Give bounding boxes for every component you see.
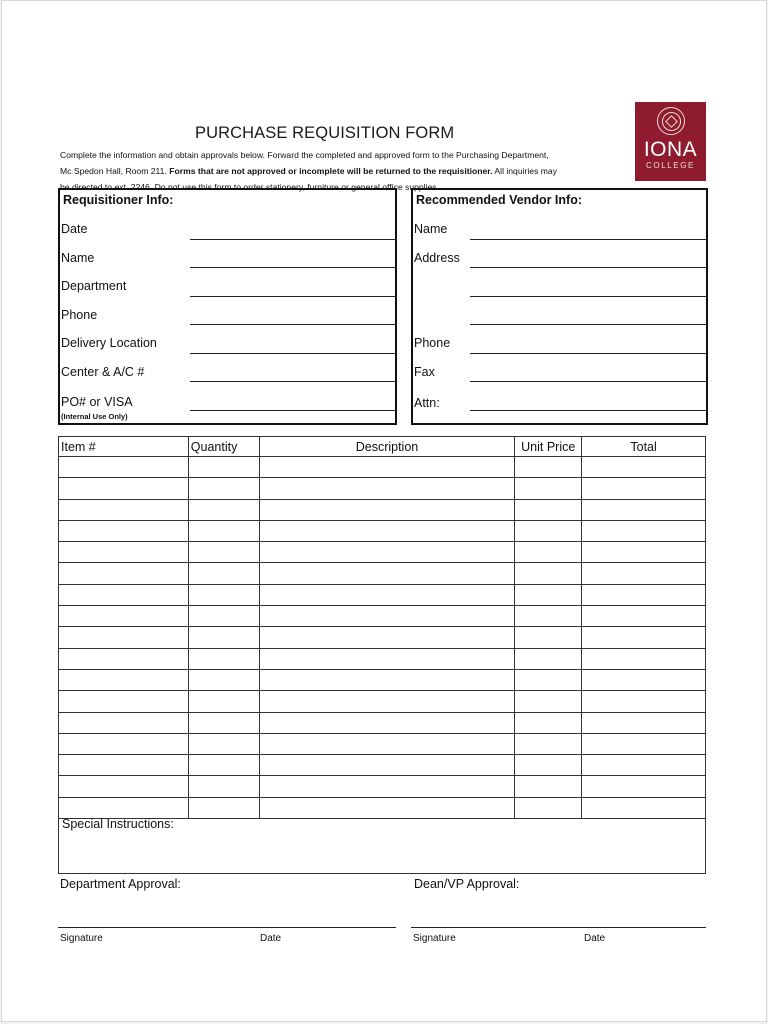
- unit-price-cell[interactable]: [515, 478, 582, 499]
- table-row: [59, 584, 706, 605]
- quantity-cell[interactable]: [188, 691, 259, 712]
- department-field[interactable]: [190, 296, 396, 297]
- vendor-name-field[interactable]: [470, 239, 706, 240]
- description-cell[interactable]: [259, 627, 515, 648]
- vendor-address-field-2[interactable]: [470, 296, 706, 297]
- description-cell[interactable]: [259, 755, 515, 776]
- description-cell[interactable]: [259, 563, 515, 584]
- instructions-line-1: Complete the information and obtain approvals below. Forward the completed and approved form to the Purchasing Department,: [60, 150, 549, 160]
- description-cell[interactable]: [259, 457, 515, 478]
- total-cell[interactable]: [582, 499, 706, 520]
- table-row: [59, 776, 706, 797]
- table-row: [59, 457, 706, 478]
- description-cell[interactable]: [259, 669, 515, 690]
- table-row: [59, 691, 706, 712]
- instructions-line-3: be directed to ext. 2246. Do not use this form to order stationery, furniture or general office supplies.: [60, 182, 439, 192]
- college-seal-icon: [657, 107, 685, 135]
- item-number-cell[interactable]: [59, 606, 189, 627]
- po-visa-label: PO# or VISA: [61, 395, 133, 409]
- description-cell[interactable]: [259, 691, 515, 712]
- item-number-cell[interactable]: [59, 563, 189, 584]
- item-number-cell[interactable]: [59, 627, 189, 648]
- quantity-cell[interactable]: [188, 627, 259, 648]
- total-cell[interactable]: [582, 776, 706, 797]
- department-approval-label: Department Approval:: [60, 877, 181, 891]
- vendor-phone-label: Phone: [414, 336, 451, 350]
- description-cell[interactable]: [259, 712, 515, 733]
- requisitioner-info-box: [58, 188, 397, 425]
- table-row: [59, 499, 706, 520]
- total-cell[interactable]: [582, 478, 706, 499]
- vendor-attn-label: Attn:: [414, 396, 440, 410]
- unit-price-cell[interactable]: [515, 669, 582, 690]
- vendor-phone-field[interactable]: [470, 353, 706, 354]
- quantity-cell[interactable]: [188, 563, 259, 584]
- instructions-address: Mc Spedon Hall, Room 211.: [60, 166, 170, 176]
- vendor-info-box: [411, 188, 708, 425]
- description-cell[interactable]: [259, 584, 515, 605]
- table-row: [59, 606, 706, 627]
- col-item-number: Item #: [59, 437, 189, 457]
- items-table-header: [59, 437, 706, 457]
- item-number-cell[interactable]: [59, 733, 189, 754]
- dean-signature-line[interactable]: [411, 927, 706, 928]
- unit-price-cell[interactable]: [515, 627, 582, 648]
- total-cell[interactable]: [582, 606, 706, 627]
- item-number-cell[interactable]: [59, 457, 189, 478]
- dean-approval-label: Dean/VP Approval:: [414, 877, 520, 891]
- internal-use-note: (Internal Use Only): [61, 412, 128, 421]
- col-quantity: Quantity: [188, 437, 259, 457]
- special-instructions-box[interactable]: [58, 812, 706, 874]
- dean-date-label: Date: [584, 933, 606, 944]
- table-row: [59, 669, 706, 690]
- college-logo: [635, 102, 706, 181]
- unit-price-cell[interactable]: [515, 712, 582, 733]
- item-number-cell[interactable]: [59, 755, 189, 776]
- item-number-cell[interactable]: [59, 542, 189, 563]
- quantity-cell[interactable]: [188, 733, 259, 754]
- total-cell[interactable]: [582, 691, 706, 712]
- total-cell[interactable]: [582, 755, 706, 776]
- form-page: [1, 0, 767, 1022]
- item-number-cell[interactable]: [59, 478, 189, 499]
- table-row: [59, 627, 706, 648]
- unit-price-cell[interactable]: [515, 563, 582, 584]
- item-number-cell[interactable]: [59, 499, 189, 520]
- col-total: Total: [582, 437, 706, 457]
- delivery-location-field[interactable]: [190, 353, 396, 354]
- vendor-address-field-3[interactable]: [470, 324, 706, 325]
- table-row: [59, 648, 706, 669]
- quantity-cell[interactable]: [188, 542, 259, 563]
- vendor-name-label: Name: [414, 222, 448, 236]
- table-row: [59, 733, 706, 754]
- unit-price-cell[interactable]: [515, 499, 582, 520]
- unit-price-cell[interactable]: [515, 776, 582, 797]
- item-number-cell[interactable]: [59, 669, 189, 690]
- vendor-address-label: Address: [414, 251, 460, 265]
- item-number-cell[interactable]: [59, 776, 189, 797]
- vendor-fax-field[interactable]: [470, 381, 706, 382]
- col-unit-price: Unit Price: [515, 437, 582, 457]
- quantity-cell[interactable]: [188, 606, 259, 627]
- unit-price-cell[interactable]: [515, 542, 582, 563]
- name-label: Name: [61, 251, 95, 265]
- total-cell[interactable]: [582, 669, 706, 690]
- department-date-label: Date: [260, 933, 282, 944]
- description-cell[interactable]: [259, 542, 515, 563]
- description-cell[interactable]: [259, 733, 515, 754]
- item-number-cell[interactable]: [59, 584, 189, 605]
- special-instructions-label: Special Instructions:: [62, 817, 174, 831]
- table-row: [59, 712, 706, 733]
- item-number-cell[interactable]: [59, 691, 189, 712]
- unit-price-cell[interactable]: [515, 584, 582, 605]
- description-cell[interactable]: [259, 776, 515, 797]
- instructions-warning: Forms that are not approved or incomplete will be returned to the requisitioner.: [169, 166, 493, 176]
- vendor-fax-label: Fax: [414, 365, 435, 379]
- quantity-cell[interactable]: [188, 584, 259, 605]
- delivery-location-label: Delivery Location: [61, 336, 157, 350]
- table-row: [59, 478, 706, 499]
- instructions-inquiries: All inquiries may: [492, 166, 557, 176]
- unit-price-cell[interactable]: [515, 457, 582, 478]
- total-cell[interactable]: [582, 733, 706, 754]
- total-cell[interactable]: [582, 457, 706, 478]
- table-row: [59, 563, 706, 584]
- logo-name: IONA: [643, 138, 698, 161]
- col-description: Description: [259, 437, 515, 457]
- unit-price-cell[interactable]: [515, 733, 582, 754]
- item-number-cell[interactable]: [59, 520, 189, 541]
- items-table: [58, 436, 706, 819]
- quantity-cell[interactable]: [188, 669, 259, 690]
- table-row: [59, 520, 706, 541]
- form-title: PURCHASE REQUISITION FORM: [195, 124, 455, 142]
- logo-subtitle: COLLEGE: [646, 161, 695, 170]
- date-field[interactable]: [190, 239, 396, 240]
- items-table-body: [59, 457, 706, 819]
- total-cell[interactable]: [582, 648, 706, 669]
- phone-label: Phone: [61, 308, 98, 322]
- instructions-line-2: [60, 163, 635, 179]
- department-label: Department: [61, 279, 127, 293]
- unit-price-cell[interactable]: [515, 606, 582, 627]
- total-cell[interactable]: [582, 584, 706, 605]
- item-number-cell[interactable]: [59, 712, 189, 733]
- description-cell[interactable]: [259, 648, 515, 669]
- vendor-attn-field[interactable]: [470, 410, 706, 411]
- quantity-cell[interactable]: [188, 712, 259, 733]
- item-number-cell[interactable]: [59, 648, 189, 669]
- vendor-heading: Recommended Vendor Info:: [416, 193, 582, 207]
- description-cell[interactable]: [259, 520, 515, 541]
- center-account-field[interactable]: [190, 381, 396, 382]
- total-cell[interactable]: [582, 520, 706, 541]
- quantity-cell[interactable]: [188, 520, 259, 541]
- total-cell[interactable]: [582, 542, 706, 563]
- department-signature-label: Signature: [60, 933, 103, 944]
- department-signature-line[interactable]: [58, 927, 396, 928]
- total-cell[interactable]: [582, 563, 706, 584]
- total-cell[interactable]: [582, 712, 706, 733]
- center-account-label: Center & A/C #: [61, 365, 145, 379]
- quantity-cell[interactable]: [188, 478, 259, 499]
- description-cell[interactable]: [259, 499, 515, 520]
- unit-price-cell[interactable]: [515, 520, 582, 541]
- table-row: [59, 542, 706, 563]
- quantity-cell[interactable]: [188, 648, 259, 669]
- dean-signature-label: Signature: [413, 933, 456, 944]
- unit-price-cell[interactable]: [515, 755, 582, 776]
- description-cell[interactable]: [259, 606, 515, 627]
- requisitioner-heading: Requisitioner Info:: [63, 193, 174, 207]
- name-field[interactable]: [190, 267, 396, 268]
- description-cell[interactable]: [259, 478, 515, 499]
- unit-price-cell[interactable]: [515, 648, 582, 669]
- phone-field[interactable]: [190, 324, 396, 325]
- quantity-cell[interactable]: [188, 776, 259, 797]
- date-label: Date: [61, 222, 88, 236]
- quantity-cell[interactable]: [188, 755, 259, 776]
- table-row: [59, 755, 706, 776]
- unit-price-cell[interactable]: [515, 691, 582, 712]
- po-visa-field[interactable]: [190, 410, 396, 411]
- vendor-address-field-1[interactable]: [470, 267, 706, 268]
- quantity-cell[interactable]: [188, 457, 259, 478]
- total-cell[interactable]: [582, 627, 706, 648]
- quantity-cell[interactable]: [188, 499, 259, 520]
